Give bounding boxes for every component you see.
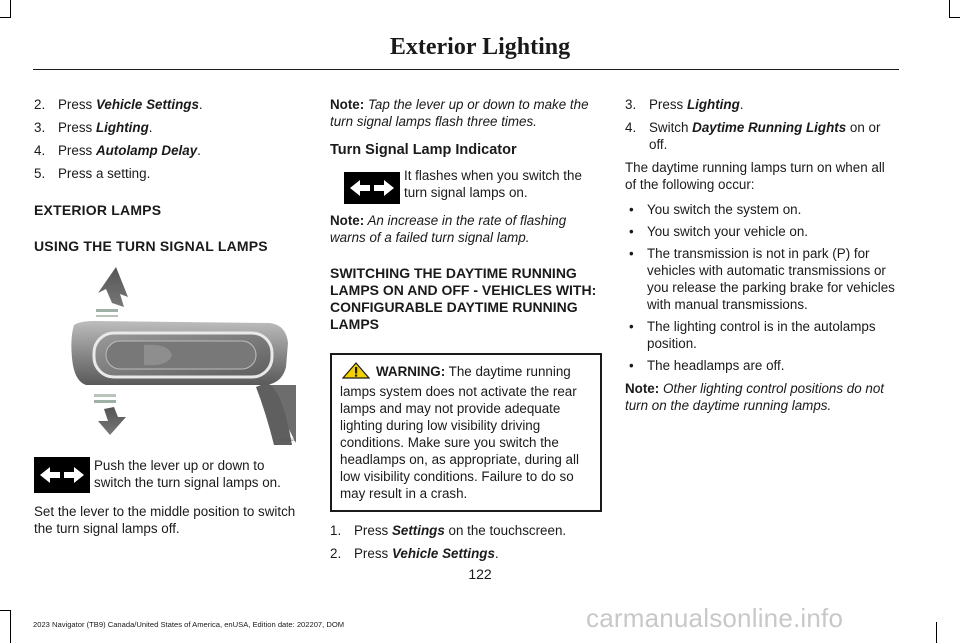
warning-label: WARNING: (376, 364, 446, 379)
step-text: Press (354, 546, 392, 561)
column-right (625, 96, 897, 414)
step-number: 4. (625, 120, 637, 135)
list-item (625, 357, 897, 374)
indicator-heading: Turn Signal Lamp Indicator (330, 142, 517, 158)
indicator-icon-wrap (344, 172, 400, 204)
step-item (625, 119, 897, 153)
section-heading-daytime-lamps: SWITCHING THE DAYTIME RUNNING LAMPS ON AND OFF - VEHICLES WITH: CONFIGURABLE DAYTIME RUNNING LAMPS (330, 265, 597, 332)
step-text-end: . (494, 546, 499, 561)
step-text-end: . (197, 143, 201, 158)
set-lever-text: Set the lever to the middle position to switch the turn signal lamps off. (34, 504, 296, 536)
crop-mark-br-v (936, 622, 937, 643)
section-heading-exterior-lamps: EXTERIOR LAMPS (34, 202, 162, 218)
step-item (330, 522, 602, 539)
daytime-intro: The daytime running lamps turn on when all of the following occur: (625, 160, 885, 192)
step-emphasis: Autolamp Delay (95, 143, 198, 158)
step-item (34, 119, 304, 136)
list-item (625, 223, 897, 240)
turn-signal-arrows-icon (38, 465, 86, 485)
step-number: 3. (34, 120, 46, 135)
warning-text: The daytime running lamps system does not activate the rear lamps and may not provide adequate lighting during low visibility driving conditions. Make sure you switch the headlamps on, as appropriate, during all low visibility conditions. Failure to do so may result in a crash. (340, 364, 579, 501)
indicator-row (330, 167, 602, 204)
turn-signal-lever-illustration (34, 263, 296, 448)
bullet-text: The headlamps are off. (647, 358, 785, 373)
indicator-text: It flashes when you switch the turn signal lamps on. (404, 168, 582, 200)
step-emphasis: Vehicle Settings (95, 97, 199, 112)
step-text-end: . (148, 120, 153, 135)
bullet-text: You switch the system on. (647, 202, 802, 217)
section-heading-turn-signal: USING THE TURN SIGNAL LAMPS (34, 238, 268, 254)
step-number: 2. (34, 97, 46, 112)
column-middle (330, 96, 602, 568)
push-lever-row (34, 457, 304, 493)
step-item (330, 545, 602, 562)
page-number: 122 (468, 566, 492, 582)
crop-mark-tr-h (949, 17, 960, 18)
crop-mark-tl-h (0, 17, 11, 18)
image-code: E311828 (280, 437, 296, 442)
step-text-end: on the touchscreen. (444, 523, 567, 538)
step-item (34, 142, 304, 159)
step-item (34, 96, 304, 113)
crop-mark-tl-v (10, 0, 11, 17)
daytime-steps-start (330, 522, 602, 562)
bullet: • (629, 202, 634, 217)
step-text-end: . (739, 97, 744, 112)
crop-mark-tr-v (949, 0, 950, 17)
step-number: 3. (625, 97, 637, 112)
step-emphasis: Lighting (95, 120, 149, 135)
crop-mark-bl-v (10, 610, 11, 643)
step-number: 5. (34, 166, 46, 181)
list-item (625, 245, 897, 313)
turn-signal-arrows-icon (348, 178, 396, 198)
step-text: Press (58, 97, 96, 112)
bullet: • (629, 246, 634, 261)
warning-icon (342, 362, 370, 383)
list-item (625, 318, 897, 352)
step-text: Press (58, 120, 96, 135)
step-text: Switch (649, 120, 693, 135)
step-emphasis: Lighting (686, 97, 740, 112)
step-item (625, 96, 897, 113)
bullet-text: The transmission is not in park (P) for vehicles with automatic transmissions or you release the parking brake for vehicles with manual transmissions. (647, 246, 895, 312)
step-number: 4. (34, 143, 46, 158)
note-label: Note: (330, 213, 365, 228)
bullet-text: You switch your vehicle on. (647, 224, 809, 239)
step-text-end: on or off. (649, 120, 881, 152)
note-label: Note: (625, 381, 660, 396)
step-text-end: . (198, 97, 203, 112)
step-emphasis: Vehicle Settings (391, 546, 495, 561)
turn-signal-icon-box (34, 457, 90, 493)
lever-diagram (34, 263, 296, 448)
bullet: • (629, 224, 634, 239)
crop-mark-bl-h (0, 610, 11, 611)
note-text: Tap the lever up or down to make the turn signal lamps flash three times. (330, 97, 589, 129)
note-text: An increase in the rate of flashing warns of a failed turn signal lamp. (330, 213, 567, 245)
footer-edition: 2023 Navigator (TB9) Canada/United States of America, enUSA, Edition date: 202207, DOM (33, 620, 345, 629)
step-text: Press (354, 523, 392, 538)
step-text: Press (649, 97, 687, 112)
step-text: Press (58, 143, 96, 158)
note-label: Note: (330, 97, 365, 112)
watermark: carmanualsonline.info (586, 603, 844, 633)
push-lever-text: Push the lever up or down to switch the turn signal lamps on. (94, 458, 281, 490)
step-emphasis: Settings (391, 523, 445, 538)
turn-signal-indicator-icon-box (344, 172, 400, 204)
step-text: Press a setting. (58, 166, 151, 181)
warning-box (330, 353, 602, 512)
bullet: • (629, 319, 634, 334)
step-emphasis: Daytime Running Lights (692, 120, 847, 135)
page-title: Exterior Lighting (389, 34, 571, 60)
column-left (34, 96, 304, 537)
step-item (34, 165, 304, 182)
step-number: 1. (330, 523, 342, 538)
header-rule (33, 69, 899, 70)
note-text: Other lighting control positions do not turn on the daytime running lamps. (625, 381, 885, 413)
bullet-text: The lighting control is in the autolamps position. (647, 319, 876, 351)
step-number: 2. (330, 546, 342, 561)
bullet: • (629, 358, 634, 373)
list-item (625, 201, 897, 218)
